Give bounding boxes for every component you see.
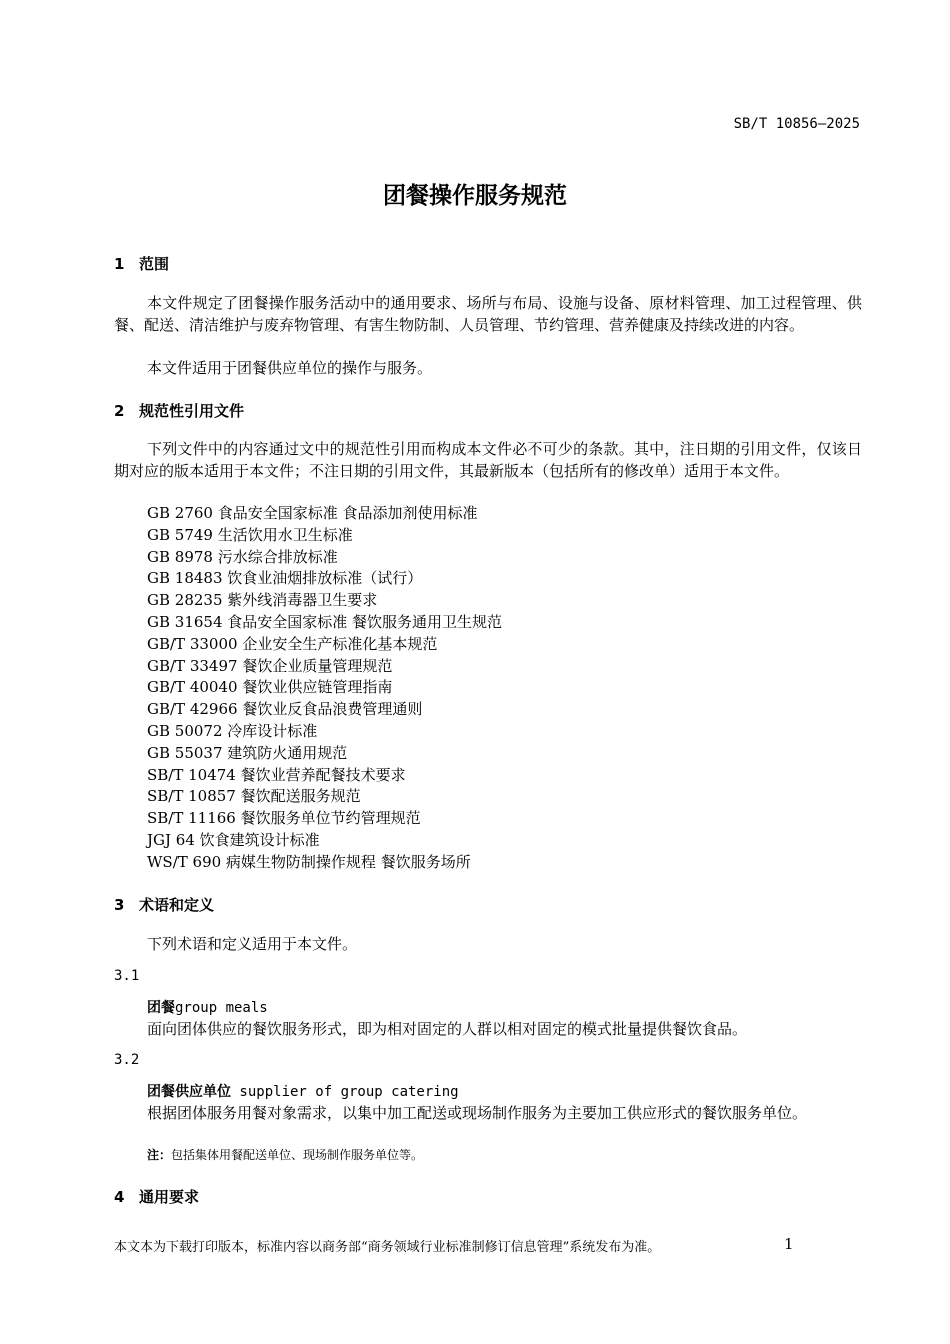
note-text: 包括集体用餐配送单位、现场制作服务单位等。 <box>171 1148 424 1162</box>
footer-notice: 本文本为下载打印版本，标准内容以商务部“商务领域行业标准制修订信息管理”系统发布为准。 <box>114 1240 661 1255</box>
section-3-heading <box>114 894 214 915</box>
page-number: 1 <box>784 1235 794 1253</box>
reference-item: SB/T 10857 餐饮配送服务规范 <box>147 787 361 806</box>
reference-item: JGJ 64 饮食建筑设计标准 <box>147 830 320 849</box>
section-number: 2 <box>114 402 125 420</box>
term-number: 3.1 <box>114 968 140 984</box>
section-number: 3 <box>114 896 125 914</box>
terms-intro: 下列术语和定义适用于本文件。 <box>147 935 358 953</box>
reference-item: SB/T 10474 餐饮业营养配餐技术要求 <box>147 765 406 784</box>
reference-item: GB 8978 污水综合排放标准 <box>147 547 338 566</box>
scope-paragraph-1: 本文件规定了团餐操作服务活动中的通用要求、场所与布局、设施与设备、原材料管理、加工过程管理、供餐、配送、清洁维护与废弃物管理、有害生物防制、人员管理、节约管理、营养健康及持续改进的内容。 <box>114 294 862 334</box>
reference-item: GB 28235 紫外线消毒器卫生要求 <box>147 591 378 610</box>
reference-item: GB 18483 饮食业油烟排放标准（试行） <box>147 569 423 588</box>
term-en: supplier of group catering <box>231 1084 459 1100</box>
scope-paragraph-2: 本文件适用于团餐供应单位的操作与服务。 <box>147 359 433 377</box>
section-title: 范围 <box>139 255 170 273</box>
section-4-heading <box>114 1186 199 1207</box>
section-title: 术语和定义 <box>139 896 215 914</box>
reference-item: GB 55037 建筑防火通用规范 <box>147 743 348 762</box>
normative-references-list <box>147 503 502 874</box>
term-en: group meals <box>175 1000 268 1016</box>
term-definition: 根据团体服务用餐对象需求，以集中加工配送或现场制作服务为主要加工供应形式的餐饮服务单位。 <box>147 1104 808 1122</box>
reference-item: WS/T 690 病媒生物防制操作规程 餐饮服务场所 <box>147 852 471 871</box>
reference-item: GB/T 33497 餐饮企业质量管理规范 <box>147 656 393 675</box>
section-number: 4 <box>114 1188 125 1206</box>
section-number: 1 <box>114 255 125 273</box>
references-intro-paragraph: 下列文件中的内容通过文中的规范性引用而构成本文件必不可少的条款。其中，注日期的引用文件，仅该日期对应的版本适用于本文件；不注日期的引用文件，其最新版本（包括所有的修改单）适用于本文件。 <box>114 440 862 480</box>
reference-item: GB 5749 生活饮用水卫生标准 <box>147 525 353 544</box>
section-title: 通用要求 <box>139 1188 200 1206</box>
term-zh: 团餐供应单位 <box>147 1084 231 1100</box>
reference-item: GB 31654 食品安全国家标准 餐饮服务通用卫生规范 <box>147 612 503 631</box>
term-number: 3.2 <box>114 1052 140 1068</box>
reference-item: GB 2760 食品安全国家标准 食品添加剂使用标准 <box>147 504 478 522</box>
term-entry <box>147 997 268 1017</box>
document-code: SB/T 10856—2025 <box>733 116 860 132</box>
reference-item: SB/T 11166 餐饮服务单位节约管理规范 <box>147 809 421 828</box>
page-title: 团餐操作服务规范 <box>383 183 567 209</box>
note-label: 注： <box>147 1148 172 1162</box>
reference-item: GB 50072 冷库设计标准 <box>147 721 318 740</box>
section-title: 规范性引用文件 <box>139 402 245 420</box>
reference-item: GB/T 40040 餐饮业供应链管理指南 <box>147 678 393 697</box>
reference-item: GB/T 33000 企业安全生产标准化基本规范 <box>147 634 438 653</box>
reference-item: GB/T 42966 餐饮业反食品浪费管理通则 <box>147 700 423 719</box>
term-entry <box>147 1081 459 1101</box>
section-2-heading <box>114 400 244 421</box>
section-1-heading <box>114 253 169 274</box>
term-note <box>147 1146 423 1163</box>
term-zh: 团餐 <box>147 1000 175 1016</box>
term-definition: 面向团体供应的餐饮服务形式，即为相对固定的人群以相对固定的模式批量提供餐饮食品。 <box>147 1020 748 1038</box>
